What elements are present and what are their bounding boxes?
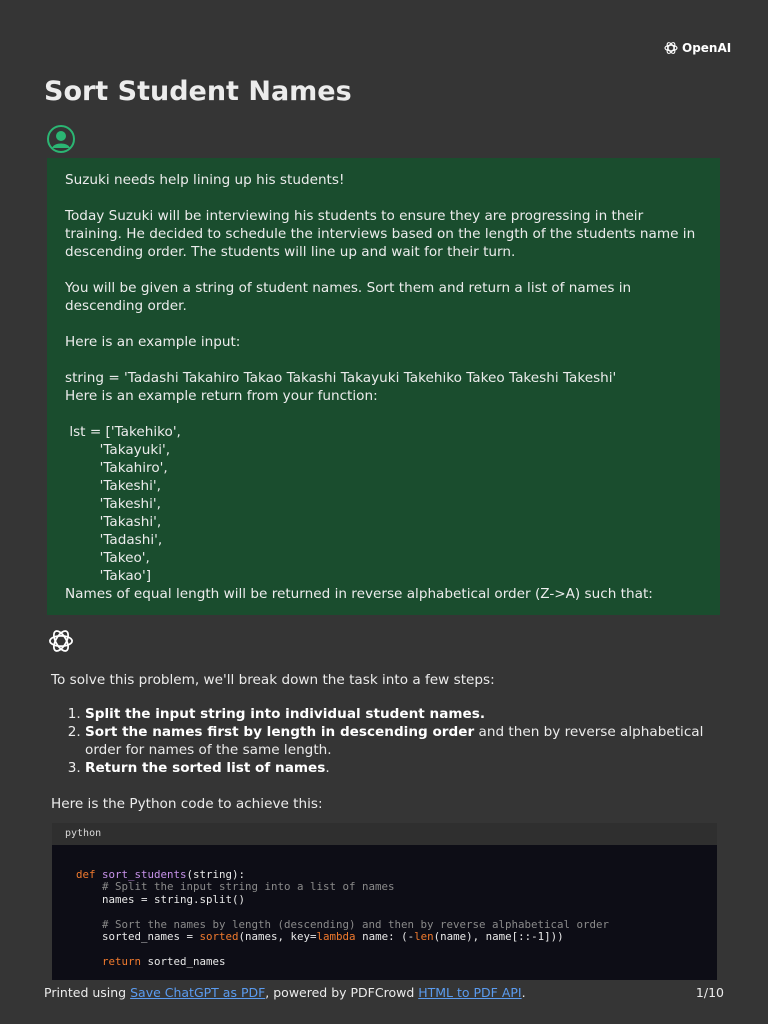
step-bold: Sort the names first by length in descending order (85, 724, 475, 740)
footer-suffix: . (521, 985, 526, 1000)
assistant-answer (51, 671, 721, 813)
step-rest: . (325, 760, 330, 776)
brand-name: OpenAI (682, 41, 732, 55)
brand (663, 40, 731, 56)
code-block[interactable] (52, 823, 717, 980)
code-line: sorted_names = sorted(names, key=lambda name: (-len(name), name[::-1])) (76, 930, 564, 944)
user-message-p1: Suzuki needs help lining up his students! (65, 172, 345, 188)
openai-avatar-icon (47, 627, 75, 655)
user-message-p5: string = 'Tadashi Takahiro Takao Takashi Takayuki Takehiko Takeo Takeshi Takeshi' Here is an example return from your function: (65, 370, 617, 404)
user-message-p3: You will be given a string of student names. Sort them and return a list of names in descending order. (65, 280, 636, 314)
user-message-p6: lst = ['Takehiko', 'Takayuki', 'Takahiro', 'Takeshi', 'Takeshi', 'Takashi', 'Tadashi', 'Takeo', 'Takao'] Names of equal length will be returned in reverse alphabetical order (Z->A) such that: (65, 424, 653, 602)
user-message-p2: Today Suzuki will be interviewing his students to ensure they are progressing in their training. He decided to schedule the interviews based on the length of the students name in descending order. The students will line up and wait for their turn. (65, 208, 700, 260)
code-comment: # Split the input string into a list of names (76, 880, 395, 894)
steps-list (51, 705, 721, 777)
code-language-label: python (52, 823, 717, 845)
save-chatgpt-link[interactable]: Save ChatGPT as PDF (130, 985, 266, 1000)
step-item (85, 723, 721, 759)
step-item (85, 759, 721, 777)
code-line: def sort_students(string): (76, 868, 246, 881)
step-rest: and then by reverse alphabetical order for names of the same length. (85, 724, 704, 758)
page-title: Sort Student Names (44, 76, 352, 107)
code-comment: # Sort the names by length (descending) and then by reverse alphabetical order (76, 917, 610, 931)
answer-intro: To solve this problem, we'll break down the task into a few steps: (51, 672, 495, 688)
code-line: return sorted_names (76, 954, 226, 968)
user-avatar-icon (46, 124, 76, 154)
html-to-pdf-link[interactable]: HTML to PDF API (418, 985, 522, 1000)
step-bold: Return the sorted list of names (85, 760, 326, 776)
code-intro: Here is the Python code to achieve this: (51, 796, 323, 812)
step-bold: Split the input string into individual student names. (85, 706, 486, 722)
step-item (85, 705, 721, 723)
page-number: 1/10 (695, 985, 724, 1000)
footer-middle: , powered by PDFCrowd (265, 985, 419, 1000)
footer-prefix: Printed using (44, 985, 131, 1000)
code-body[interactable] (52, 845, 717, 968)
user-message-p4: Here is an example input: (65, 334, 241, 350)
footer (44, 985, 724, 1000)
user-message (47, 158, 720, 615)
openai-logo-icon (663, 40, 679, 56)
code-line: names = string.split() (76, 892, 246, 906)
